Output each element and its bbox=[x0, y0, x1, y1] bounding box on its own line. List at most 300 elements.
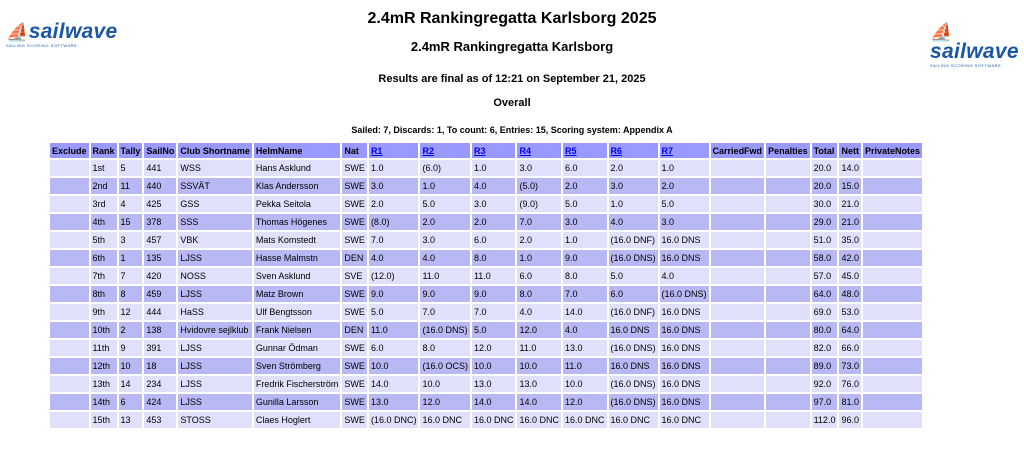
table-cell: 2.0 bbox=[517, 232, 561, 248]
table-cell: 1.0 bbox=[517, 250, 561, 266]
table-cell: 4th bbox=[91, 214, 117, 230]
table-cell: 16.0 DNS bbox=[660, 304, 709, 320]
table-cell: LJSS bbox=[178, 358, 252, 374]
table-cell: 11.0 bbox=[563, 358, 607, 374]
table-cell: 457 bbox=[144, 232, 176, 248]
results-table bbox=[48, 141, 924, 430]
table-cell: 10.0 bbox=[517, 358, 561, 374]
table-cell: SWE bbox=[342, 340, 367, 356]
table-cell bbox=[711, 304, 765, 320]
table-cell: (16.0 DNF) bbox=[609, 304, 658, 320]
table-cell: 11.0 bbox=[517, 340, 561, 356]
table-cell bbox=[711, 322, 765, 338]
table-cell: 378 bbox=[144, 214, 176, 230]
table-cell: 16.0 DNS bbox=[660, 340, 709, 356]
table-cell bbox=[863, 196, 922, 212]
table-cell: 8.0 bbox=[563, 268, 607, 284]
table-cell: Sven Strömberg bbox=[254, 358, 341, 374]
table-cell: 73.0 bbox=[839, 358, 861, 374]
table-cell: Fredrik Fischerström bbox=[254, 376, 341, 392]
table-cell: (16.0 DNS) bbox=[609, 394, 658, 410]
column-header bbox=[563, 143, 607, 158]
table-cell: 96.0 bbox=[839, 412, 861, 428]
table-cell: (16.0 DNS) bbox=[609, 376, 658, 392]
table-cell: 16.0 DNS bbox=[660, 376, 709, 392]
table-cell: 16.0 DNS bbox=[660, 394, 709, 410]
table-cell: 7.0 bbox=[517, 214, 561, 230]
column-header bbox=[420, 143, 470, 158]
table-cell: 7.0 bbox=[472, 304, 516, 320]
table-cell: Hasse Malmstn bbox=[254, 250, 341, 266]
table-cell: 2.0 bbox=[369, 196, 419, 212]
table-cell: SWE bbox=[342, 178, 367, 194]
column-header bbox=[472, 143, 516, 158]
table-cell bbox=[863, 268, 922, 284]
table-cell bbox=[50, 160, 89, 176]
table-cell bbox=[711, 376, 765, 392]
table-row bbox=[50, 232, 922, 248]
table-cell: 4.0 bbox=[563, 322, 607, 338]
results-header-row bbox=[50, 143, 922, 158]
table-cell: 7 bbox=[119, 268, 143, 284]
table-cell: 10th bbox=[91, 322, 117, 338]
table-cell: 7.0 bbox=[563, 286, 607, 302]
table-cell bbox=[863, 376, 922, 392]
table-cell bbox=[863, 358, 922, 374]
race-link-r2[interactable]: R2 bbox=[422, 145, 434, 156]
table-cell: 135 bbox=[144, 250, 176, 266]
table-cell bbox=[711, 232, 765, 248]
table-cell bbox=[863, 250, 922, 266]
table-cell bbox=[50, 376, 89, 392]
table-cell: 10.0 bbox=[369, 358, 419, 374]
table-cell bbox=[711, 214, 765, 230]
column-header: SailNo bbox=[144, 143, 176, 158]
table-cell bbox=[766, 160, 810, 176]
table-cell: 13.0 bbox=[563, 340, 607, 356]
table-row bbox=[50, 268, 922, 284]
table-cell bbox=[766, 268, 810, 284]
table-cell bbox=[863, 412, 922, 428]
table-cell: STOSS bbox=[178, 412, 252, 428]
table-cell: 11.0 bbox=[420, 268, 470, 284]
table-cell: 2.0 bbox=[472, 214, 516, 230]
table-cell: Sven Asklund bbox=[254, 268, 341, 284]
table-cell: 58.0 bbox=[812, 250, 838, 266]
table-cell: 440 bbox=[144, 178, 176, 194]
table-cell: (5.0) bbox=[517, 178, 561, 194]
table-cell: 1.0 bbox=[369, 160, 419, 176]
table-cell: 16.0 DNS bbox=[660, 358, 709, 374]
table-cell bbox=[766, 178, 810, 194]
page-title: 2.4mR Rankingregatta Karlsborg 2025 bbox=[367, 10, 657, 27]
table-cell: SWE bbox=[342, 232, 367, 248]
table-cell: 12.0 bbox=[420, 394, 470, 410]
table-cell: 1.0 bbox=[563, 232, 607, 248]
table-cell: 76.0 bbox=[839, 376, 861, 392]
table-cell: LJSS bbox=[178, 250, 252, 266]
table-cell: 14.0 bbox=[563, 304, 607, 320]
table-cell: 4.0 bbox=[660, 268, 709, 284]
table-cell: 6 bbox=[119, 394, 143, 410]
table-cell: 16.0 DNS bbox=[609, 322, 658, 338]
table-cell: 10.0 bbox=[472, 358, 516, 374]
table-row bbox=[50, 340, 922, 356]
table-row bbox=[50, 358, 922, 374]
table-cell: 10 bbox=[119, 358, 143, 374]
table-cell: 20.0 bbox=[812, 160, 838, 176]
table-cell: 5.0 bbox=[660, 196, 709, 212]
results-final-note: Results are final as of 12:21 on September 21, 2025 bbox=[378, 73, 646, 85]
table-cell: 21.0 bbox=[839, 214, 861, 230]
table-cell bbox=[50, 232, 89, 248]
table-cell: 16.0 DNC bbox=[472, 412, 516, 428]
column-header: HelmName bbox=[254, 143, 341, 158]
column-header: Nat bbox=[342, 143, 367, 158]
table-cell: WSS bbox=[178, 160, 252, 176]
table-cell: Mats Komstedt bbox=[254, 232, 341, 248]
table-cell: 42.0 bbox=[839, 250, 861, 266]
table-cell bbox=[863, 214, 922, 230]
table-cell bbox=[766, 286, 810, 302]
table-cell: (16.0 DNF) bbox=[609, 232, 658, 248]
table-cell: 2nd bbox=[91, 178, 117, 194]
table-cell: 82.0 bbox=[812, 340, 838, 356]
table-cell: (16.0 DNS) bbox=[660, 286, 709, 302]
table-cell: 5.0 bbox=[420, 196, 470, 212]
table-cell: 64.0 bbox=[812, 286, 838, 302]
table-cell: 1st bbox=[91, 160, 117, 176]
table-cell: SSVÄT bbox=[178, 178, 252, 194]
table-cell: 2.0 bbox=[660, 178, 709, 194]
table-cell bbox=[711, 412, 765, 428]
table-cell: 16.0 DNS bbox=[660, 322, 709, 338]
table-cell: 89.0 bbox=[812, 358, 838, 374]
table-cell: 3.0 bbox=[609, 178, 658, 194]
table-cell: 112.0 bbox=[812, 412, 838, 428]
table-cell: 8th bbox=[91, 286, 117, 302]
table-cell bbox=[50, 286, 89, 302]
table-cell bbox=[50, 322, 89, 338]
column-header: Exclude bbox=[50, 143, 89, 158]
race-link-r1[interactable]: R1 bbox=[370, 145, 383, 156]
table-row bbox=[50, 214, 922, 230]
table-cell: 420 bbox=[144, 268, 176, 284]
table-cell bbox=[50, 196, 89, 212]
table-cell: 6.0 bbox=[472, 232, 516, 248]
table-cell: 5.0 bbox=[369, 304, 419, 320]
table-cell bbox=[766, 394, 810, 410]
table-cell: 441 bbox=[144, 160, 176, 176]
table-row bbox=[50, 196, 922, 212]
column-header bbox=[517, 143, 561, 158]
table-cell: 16.0 DNC bbox=[563, 412, 607, 428]
table-cell: 14.0 bbox=[517, 394, 561, 410]
table-cell: SSS bbox=[178, 214, 252, 230]
table-cell bbox=[863, 340, 922, 356]
table-cell bbox=[50, 394, 89, 410]
table-cell: 18 bbox=[144, 358, 176, 374]
column-header: PrivateNotes bbox=[863, 143, 922, 158]
table-cell: 9.0 bbox=[420, 286, 470, 302]
column-header: Nett bbox=[839, 143, 861, 158]
table-cell: 15.0 bbox=[839, 178, 861, 194]
table-cell: 6.0 bbox=[517, 268, 561, 284]
table-cell: SWE bbox=[342, 376, 367, 392]
table-cell: 29.0 bbox=[812, 214, 838, 230]
table-cell: 3.0 bbox=[472, 196, 516, 212]
table-cell: 3.0 bbox=[563, 214, 607, 230]
sailwave-logo-wordmark: ⛵sailwave bbox=[930, 22, 1019, 63]
race-link-r3[interactable]: R3 bbox=[473, 145, 486, 156]
table-cell: 444 bbox=[144, 304, 176, 320]
table-cell: 11 bbox=[119, 178, 143, 194]
table-cell: 30.0 bbox=[812, 196, 838, 212]
table-cell: Gunilla Larsson bbox=[254, 394, 341, 410]
table-row bbox=[50, 322, 922, 338]
table-cell: 3 bbox=[119, 232, 143, 248]
table-cell: Pekka Seitola bbox=[254, 196, 341, 212]
table-cell: 234 bbox=[144, 376, 176, 392]
table-cell: 8 bbox=[119, 286, 143, 302]
table-cell: (8.0) bbox=[369, 214, 419, 230]
table-cell: 11.0 bbox=[369, 322, 419, 338]
table-cell: 11th bbox=[91, 340, 117, 356]
table-cell: 5 bbox=[119, 160, 143, 176]
sailwave-logo-wordmark: ⛵sailwave bbox=[6, 20, 118, 43]
table-cell bbox=[711, 268, 765, 284]
table-cell bbox=[863, 160, 922, 176]
table-cell: 1.0 bbox=[420, 178, 470, 194]
table-cell bbox=[766, 304, 810, 320]
table-cell bbox=[50, 214, 89, 230]
table-cell: Frank Nielsen bbox=[254, 322, 341, 338]
table-cell: 12.0 bbox=[563, 394, 607, 410]
column-header: Penalties bbox=[766, 143, 810, 158]
table-cell: 53.0 bbox=[839, 304, 861, 320]
table-cell: 14.0 bbox=[839, 160, 861, 176]
table-cell: 35.0 bbox=[839, 232, 861, 248]
race-link-r6[interactable]: R6 bbox=[610, 145, 623, 156]
table-cell: 1 bbox=[119, 250, 143, 266]
table-cell: 5.0 bbox=[472, 322, 516, 338]
table-cell: 13.0 bbox=[369, 394, 419, 410]
race-link-r5[interactable]: R5 bbox=[565, 145, 577, 156]
table-cell: Thomas Högenes bbox=[254, 214, 341, 230]
table-cell: NOSS bbox=[178, 268, 252, 284]
table-cell: (16.0 DNS) bbox=[609, 340, 658, 356]
table-cell: 81.0 bbox=[839, 394, 861, 410]
table-cell: 3.0 bbox=[660, 214, 709, 230]
table-cell bbox=[711, 160, 765, 176]
table-cell: 14th bbox=[91, 394, 117, 410]
table-cell bbox=[50, 304, 89, 320]
table-cell: 10.0 bbox=[563, 376, 607, 392]
table-cell: 16.0 DNS bbox=[660, 250, 709, 266]
table-cell: 9.0 bbox=[369, 286, 419, 302]
table-cell: SWE bbox=[342, 412, 367, 428]
table-cell: SWE bbox=[342, 286, 367, 302]
table-cell bbox=[863, 178, 922, 194]
table-cell: 4.0 bbox=[472, 178, 516, 194]
table-cell bbox=[50, 178, 89, 194]
table-cell bbox=[863, 232, 922, 248]
table-cell: (16.0 OCS) bbox=[420, 358, 470, 374]
table-cell bbox=[766, 358, 810, 374]
table-cell: (12.0) bbox=[369, 268, 419, 284]
sail-icon: ⛵ bbox=[930, 22, 953, 42]
table-cell: 16.0 DNC bbox=[609, 412, 658, 428]
table-cell: SWE bbox=[342, 358, 367, 374]
table-cell bbox=[766, 412, 810, 428]
table-cell: 4.0 bbox=[369, 250, 419, 266]
table-cell: 9.0 bbox=[563, 250, 607, 266]
table-cell: 21.0 bbox=[839, 196, 861, 212]
table-cell: 14 bbox=[119, 376, 143, 392]
table-cell bbox=[50, 340, 89, 356]
table-cell: 7.0 bbox=[369, 232, 419, 248]
table-cell bbox=[766, 196, 810, 212]
table-cell: 14.0 bbox=[369, 376, 419, 392]
table-cell: 8.0 bbox=[420, 340, 470, 356]
table-cell: 424 bbox=[144, 394, 176, 410]
column-header bbox=[660, 143, 709, 158]
table-cell: 6.0 bbox=[563, 160, 607, 176]
table-cell: 15 bbox=[119, 214, 143, 230]
table-cell: DEN bbox=[342, 322, 367, 338]
table-cell: 1.0 bbox=[660, 160, 709, 176]
table-cell: 7.0 bbox=[420, 304, 470, 320]
column-header: Rank bbox=[91, 143, 117, 158]
table-cell: 459 bbox=[144, 286, 176, 302]
table-cell: SWE bbox=[342, 196, 367, 212]
table-cell: SWE bbox=[342, 160, 367, 176]
race-link-r4[interactable]: R4 bbox=[519, 145, 531, 156]
table-cell bbox=[50, 250, 89, 266]
table-cell: 2.0 bbox=[563, 178, 607, 194]
series-summary: Sailed: 7, Discards: 1, To count: 6, Entries: 15, Scoring system: Appendix A bbox=[351, 125, 673, 135]
table-cell: 57.0 bbox=[812, 268, 838, 284]
table-cell: Gunnar Ödman bbox=[254, 340, 341, 356]
table-cell: (6.0) bbox=[420, 160, 470, 176]
table-cell: 4.0 bbox=[517, 304, 561, 320]
table-cell: Klas Andersson bbox=[254, 178, 341, 194]
table-cell: 13.0 bbox=[472, 376, 516, 392]
table-cell: 12.0 bbox=[472, 340, 516, 356]
table-cell bbox=[863, 394, 922, 410]
column-header bbox=[369, 143, 419, 158]
table-cell: (16.0 DNS) bbox=[420, 322, 470, 338]
table-cell: 80.0 bbox=[812, 322, 838, 338]
race-link-r7[interactable]: R7 bbox=[661, 145, 674, 156]
column-header: Total bbox=[812, 143, 838, 158]
table-row bbox=[50, 160, 922, 176]
table-cell bbox=[863, 304, 922, 320]
table-cell bbox=[711, 394, 765, 410]
table-cell: 7th bbox=[91, 268, 117, 284]
table-cell: 2.0 bbox=[420, 214, 470, 230]
table-cell bbox=[711, 196, 765, 212]
table-cell: 3.0 bbox=[517, 160, 561, 176]
table-cell: GSS bbox=[178, 196, 252, 212]
table-cell: 4 bbox=[119, 196, 143, 212]
table-row bbox=[50, 250, 922, 266]
table-cell: 51.0 bbox=[812, 232, 838, 248]
table-cell: 4.0 bbox=[609, 214, 658, 230]
table-cell: 92.0 bbox=[812, 376, 838, 392]
table-cell: 1.0 bbox=[472, 160, 516, 176]
table-cell: 97.0 bbox=[812, 394, 838, 410]
table-cell: VBK bbox=[178, 232, 252, 248]
table-cell: 8.0 bbox=[517, 286, 561, 302]
column-header: CarriedFwd bbox=[711, 143, 765, 158]
table-cell: 138 bbox=[144, 322, 176, 338]
table-cell: 2.0 bbox=[609, 160, 658, 176]
table-row bbox=[50, 304, 922, 320]
table-cell: 3.0 bbox=[369, 178, 419, 194]
table-cell: 13 bbox=[119, 412, 143, 428]
table-cell: 10.0 bbox=[420, 376, 470, 392]
table-cell: 9.0 bbox=[472, 286, 516, 302]
table-cell bbox=[50, 358, 89, 374]
table-cell: (16.0 DNC) bbox=[369, 412, 419, 428]
table-cell: 15th bbox=[91, 412, 117, 428]
table-cell: 12.0 bbox=[517, 322, 561, 338]
table-cell bbox=[766, 340, 810, 356]
table-cell: 16.0 DNC bbox=[420, 412, 470, 428]
table-cell: Ulf Bengtsson bbox=[254, 304, 341, 320]
table-cell: 69.0 bbox=[812, 304, 838, 320]
table-cell: SWE bbox=[342, 304, 367, 320]
table-cell bbox=[711, 340, 765, 356]
table-row bbox=[50, 178, 922, 194]
table-cell: 48.0 bbox=[839, 286, 861, 302]
table-cell bbox=[711, 178, 765, 194]
table-cell: 16.0 DNS bbox=[609, 358, 658, 374]
table-cell: Matz Brown bbox=[254, 286, 341, 302]
table-cell: Hans Asklund bbox=[254, 160, 341, 176]
table-cell: LJSS bbox=[178, 376, 252, 392]
table-cell: 9 bbox=[119, 340, 143, 356]
table-cell: 20.0 bbox=[812, 178, 838, 194]
table-cell: 391 bbox=[144, 340, 176, 356]
table-row bbox=[50, 286, 922, 302]
sailwave-logo-tagline: SAILING SCORING SOFTWARE bbox=[6, 43, 78, 48]
table-cell: 6.0 bbox=[369, 340, 419, 356]
table-cell: 3rd bbox=[91, 196, 117, 212]
table-cell bbox=[711, 250, 765, 266]
table-cell bbox=[711, 286, 765, 302]
table-cell: 1.0 bbox=[609, 196, 658, 212]
column-header bbox=[609, 143, 658, 158]
column-header: Tally bbox=[119, 143, 143, 158]
table-cell: 16.0 DNS bbox=[660, 232, 709, 248]
table-cell bbox=[766, 322, 810, 338]
table-cell: LJSS bbox=[178, 286, 252, 302]
table-cell: LJSS bbox=[178, 340, 252, 356]
table-cell: 5th bbox=[91, 232, 117, 248]
table-cell: 45.0 bbox=[839, 268, 861, 284]
table-cell: HaSS bbox=[178, 304, 252, 320]
table-cell bbox=[863, 286, 922, 302]
results-body bbox=[50, 160, 922, 428]
table-cell: 6.0 bbox=[609, 286, 658, 302]
table-cell: 16.0 DNC bbox=[517, 412, 561, 428]
table-cell: 453 bbox=[144, 412, 176, 428]
table-cell: 9th bbox=[91, 304, 117, 320]
table-cell: DEN bbox=[342, 250, 367, 266]
table-cell: 12 bbox=[119, 304, 143, 320]
